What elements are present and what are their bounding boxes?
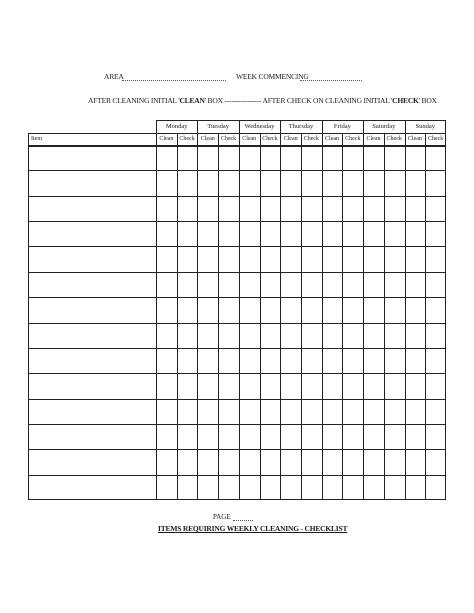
- clean-check-divider: [301, 133, 302, 500]
- day-header-tuesday: Tuesday: [207, 122, 230, 130]
- week-commencing-field[interactable]: [300, 80, 362, 81]
- instructions-line: [88, 96, 437, 105]
- row-divider: [28, 373, 446, 374]
- day-header-friday: Friday: [333, 122, 351, 130]
- day-column-divider: [280, 120, 281, 500]
- row-divider: [28, 348, 446, 349]
- table-left-border: [28, 133, 29, 500]
- row-divider: [28, 323, 446, 324]
- check-subheader: Check: [427, 136, 444, 142]
- instructions-clean-keyword: CLEAN: [179, 96, 205, 105]
- check-subheader: Check: [262, 136, 278, 142]
- row-divider: [28, 297, 446, 298]
- day-header-monday: Monday: [165, 122, 188, 130]
- day-header-saturday: Saturday: [372, 122, 396, 130]
- check-subheader: Check: [220, 136, 237, 142]
- page-field[interactable]: [233, 520, 253, 521]
- item-column-divider: [156, 120, 157, 500]
- clean-check-divider: [342, 133, 343, 500]
- row-divider: [28, 449, 446, 450]
- clean-check-divider: [425, 133, 426, 500]
- item-header-top-border: [28, 133, 156, 134]
- row-divider: [28, 475, 446, 476]
- day-column-divider: [322, 120, 323, 500]
- clean-subheader: Clean: [159, 136, 174, 142]
- instructions-part3: ' BOX: [418, 96, 437, 105]
- instructions-part1: AFTER CLEANING INITIAL ': [88, 96, 180, 105]
- day-header-sunday: Sunday: [415, 122, 436, 130]
- day-column-divider: [363, 120, 364, 500]
- checklist-title: ITEMS REQUIRING WEEKLY CLEANING - CHECKLIST: [158, 524, 348, 533]
- instructions-check-keyword: CHECK: [392, 96, 419, 105]
- table-top-border: [156, 120, 446, 121]
- table-right-border: [445, 120, 446, 500]
- day-column-divider: [405, 120, 406, 500]
- clean-subheader: Clean: [242, 136, 257, 142]
- check-subheader: Check: [303, 136, 320, 142]
- row-divider: [28, 399, 446, 400]
- instructions-part2: ' BOX ---------------- AFTER CHECK ON CLEANING INITIAL ': [204, 96, 393, 105]
- clean-subheader: Clean: [366, 136, 381, 142]
- row-divider: [28, 272, 446, 273]
- clean-check-divider: [218, 133, 219, 500]
- clean-subheader: Clean: [283, 136, 298, 142]
- clean-subheader: Clean: [325, 136, 340, 142]
- day-header-wednesday: Wednesday: [244, 122, 275, 130]
- check-subheader: Check: [386, 136, 402, 142]
- check-subheader: Check: [179, 136, 195, 142]
- item-column-header: Item: [31, 136, 42, 142]
- day-header-thursday: Thursday: [288, 122, 314, 130]
- row-divider: [28, 170, 446, 171]
- clean-check-divider: [177, 133, 178, 500]
- page-label: PAGE: [213, 513, 231, 521]
- clean-subheader: Clean: [200, 136, 215, 142]
- weekly-cleaning-checklist-table: [28, 120, 446, 500]
- row-divider: [28, 246, 446, 247]
- area-label: AREA: [104, 72, 124, 81]
- week-commencing-label: WEEK COMMENCING: [236, 72, 309, 81]
- area-field[interactable]: [122, 80, 226, 81]
- day-column-divider: [197, 120, 198, 500]
- day-column-divider: [239, 120, 240, 500]
- check-subheader: Check: [345, 136, 361, 142]
- row-divider: [28, 221, 446, 222]
- row-divider: [28, 196, 446, 197]
- clean-subheader: Clean: [407, 136, 422, 142]
- clean-check-divider: [260, 133, 261, 500]
- row-divider: [28, 424, 446, 425]
- clean-check-divider: [384, 133, 385, 500]
